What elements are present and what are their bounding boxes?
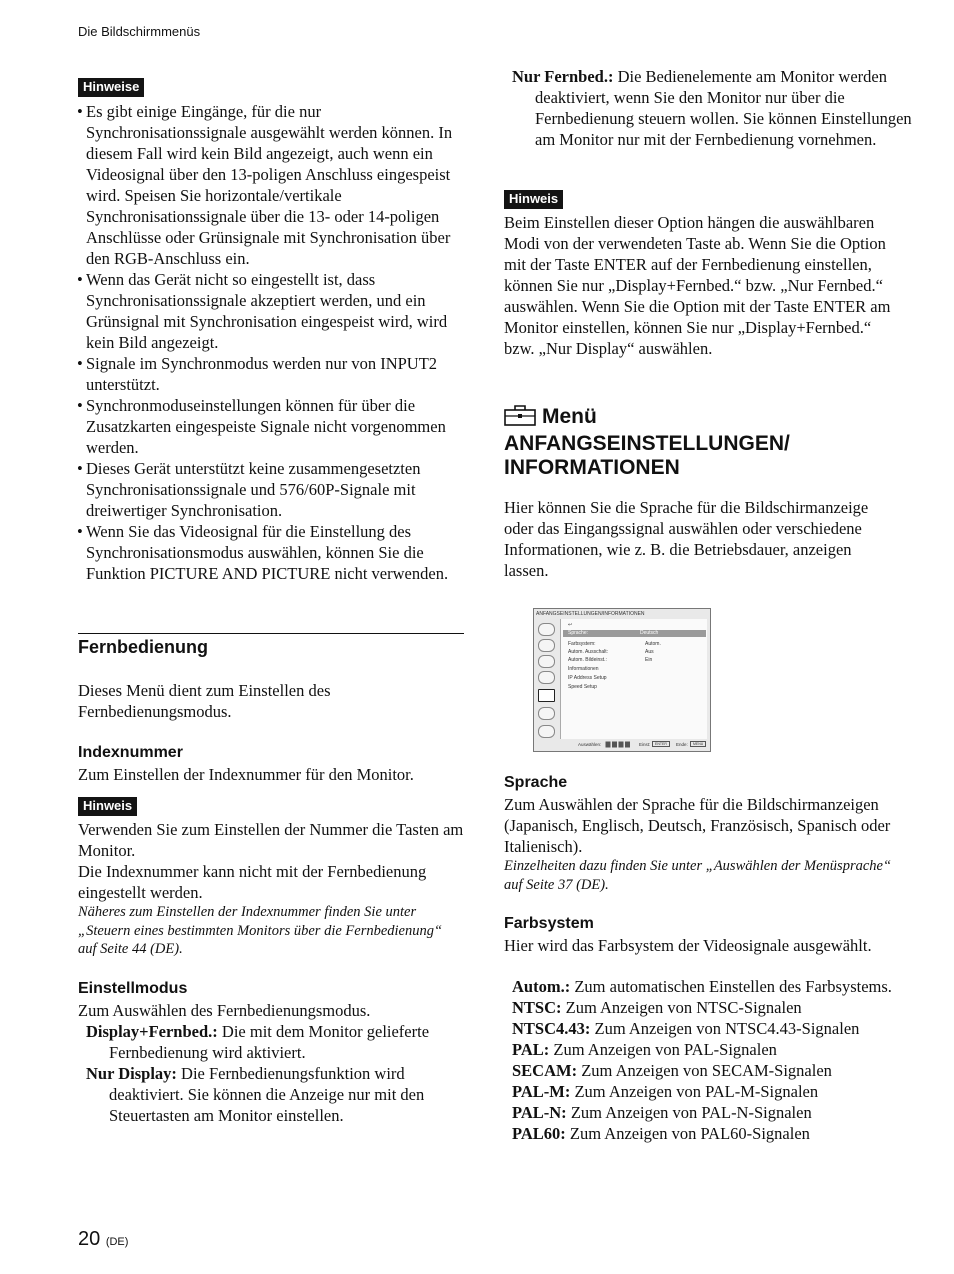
farb-desc: Zum Anzeigen von PAL60-Signalen [565,1124,810,1143]
footer-end-label: Ende: [676,742,688,747]
farb-desc: Zum Anzeigen von PAL-N-Signalen [566,1103,812,1122]
menu-panel [560,619,707,739]
mode-desc: Die Fernbedienungsfunktion wird deaktiviert. Sie können die Anzeige nur mit den Steuertasten am Monitor einstellen. [109,1064,425,1125]
indexnummer-text: Zum Einstellen der Indexnummer für den Monitor. [78,765,414,784]
menu-row-label: Autom. Ausschalt: [568,649,609,655]
list-item: • Synchronmoduseinstellungen können für über die Zusatzkarten eingespeiste Signale nicht vorgenommen werden. [78,395,464,458]
farb-desc: Zum Anzeigen von SECAM-Signalen [577,1061,832,1080]
toolbox-icon [504,404,536,432]
subheading-einstellmodus: Einstellmodus [78,980,188,997]
remote-menu-icon [538,725,555,738]
einstellmodus-text: Zum Auswählen des Fernbedienungsmodus. [78,1001,371,1020]
page-number-value: 20 [78,1228,101,1250]
hinweis-text: Beim Einstellen dieser Option hängen die auswählbaren Modi von der verwendeten Taste ab. Wenn Sie die Option mit der Taste ENTER auf der Fernbedienung einstellen, können Sie nur „Display+Fernbed.“ bzw. „Nur Fernbed.“ auswählen. Wenn Sie die Option mit der Taste ENTER am Monitor einstellen, können Sie nur „Display+Fernbed.“ bzw. „Nur Display“ auswählen. [504,213,891,358]
hinweise-badge: Hinweise [78,78,144,97]
farb-item [504,997,896,1018]
hinweise-list [78,101,464,584]
farb-item [504,976,896,997]
arrow-keys-icon [605,741,631,749]
menu-row-value: Deutsch [640,630,659,636]
page-number-suffix: (DE) [105,1236,129,1248]
farb-item [504,1039,896,1060]
page-number [78,1228,128,1251]
menu-row-label: Speed Setup [568,684,597,690]
menu-heading [504,404,896,480]
menu-row [563,630,706,637]
fernbedienung-intro: Dieses Menü dient zum Einstellen des Fernbedienungsmodus. [78,681,331,721]
menu-heading-line3: INFORMATIONEN [504,456,680,479]
farb-item [504,1123,896,1144]
menu-row-value: Ein [645,657,653,663]
section-title-fernbedienung: Fernbedienung [78,633,464,658]
menu-row-label: Farbsystem: [568,641,596,647]
farbsystem-list [504,976,896,1144]
farb-desc: Zum Anzeigen von NTSC4.43-Signalen [590,1019,860,1038]
mode-item [78,1063,464,1126]
list-item: • Wenn Sie das Videosignal für die Einstellung des Synchronisationsmodus auswählen, können Sie die Funktion PICTURE AND PICTURE nicht verwenden. [78,521,464,584]
hinweis-reference: Näheres zum Einstellen der Indexnummer finden Sie unter „Steuern eines bestimmten Monitors über die Fernbedienung“ auf Seite 44 (DE). [78,904,443,957]
footer-set-label: Einst: [639,742,651,747]
adjust-menu-icon [538,671,555,684]
sprache-text: Zum Auswählen der Sprache für die Bildschirmanzeigen (Japanisch, Englisch, Deutsch, Französisch, Spanisch oder Italienisch). [504,795,891,856]
mode-term: Nur Fernbed.: [512,67,614,86]
list-item: • Wenn das Gerät nicht so eingestellt ist, dass Synchronisationssignale akzeptiert werden, und ein Grünsignal mit Synchronisation eingespeist wird, wird kein Bild angezeigt. [78,269,464,353]
input-menu-icon [538,655,555,668]
subheading-indexnummer: Indexnummer [78,744,183,761]
hinweis-badge: Hinweis [504,190,563,209]
subheading-farbsystem: Farbsystem [504,915,594,932]
running-head: Die Bildschirmmenüs [78,24,201,39]
hinweis-badge: Hinweis [78,797,137,816]
hinweis-text-1: Verwenden Sie zum Einstellen der Nummer die Tasten am Monitor. [78,820,464,860]
farb-term: SECAM: [512,1061,578,1080]
farbsystem-text: Hier wird das Farbsystem der Videosignale ausgewählt. [504,936,872,955]
mode-item [78,1021,464,1063]
farb-term: PAL: [512,1040,550,1059]
mode-desc: Die Bedienelemente am Monitor werden deaktiviert, wenn Sie den Monitor nur über die Fernbedienung steuern wollen. Sie können Einstellungen am Monitor nur mit der Fernbedienung vornehmen. [535,67,912,149]
farb-desc: Zum Anzeigen von PAL-M-Signalen [570,1082,819,1101]
menu-row [568,675,706,682]
menu-row-label: Autom. Bildeinst.: [568,657,607,663]
farb-term: PAL-M: [512,1082,571,1101]
picture-menu-icon [538,623,555,636]
sound-menu-icon [538,639,555,652]
sprache-reference: Einzelheiten dazu finden Sie unter „Auswählen der Menüsprache“ auf Seite 37 (DE). [504,858,892,893]
menu-icon-sidebar [534,619,559,739]
list-item: • Signale im Synchronmodus werden nur von INPUT2 unterstützt. [78,353,464,395]
mode-term: Nur Display: [86,1064,177,1083]
menu-row [568,649,706,656]
menu-row [568,657,706,664]
menu-heading-line1: Menü [542,405,597,428]
settings-menu-icon [538,707,555,720]
menu-key-box: MENU [690,741,706,747]
farb-item [504,1018,896,1039]
mode-term: Display+Fernbed.: [86,1022,218,1041]
farb-desc: Zum automatischen Einstellen des Farbsystems. [570,977,892,996]
toolbox-menu-icon [538,689,555,702]
menu-row [568,666,706,673]
menu-screen-title: ANFANGSEINSTELLUNGEN/INFORMATIONEN [536,611,645,617]
list-item: • Dieses Gerät unterstützt keine zusammengesetzten Synchronisationssignale und 576/60P-Signale mit dreiwertiger Synchronisation. [78,458,464,521]
menu-intro: Hier können Sie die Sprache für die Bildschirmanzeige oder das Eingangssignal auswählen oder verschiedene Informationen, wie z. B. die Betriebsdauer, anzeigen lassen. [504,498,869,580]
mode-list [78,1021,464,1126]
menu-footer [534,741,710,750]
menu-row-label: Informationen [568,666,599,672]
menu-row-label: Sprache: [568,630,589,636]
farb-term: NTSC: [512,998,562,1017]
menu-row-value: Autom. [645,641,661,647]
farb-desc: Zum Anzeigen von NTSC-Signalen [561,998,802,1017]
farb-item [504,1060,896,1081]
subheading-sprache: Sprache [504,774,568,791]
farb-term: PAL-N: [512,1103,567,1122]
menu-row-label: IP Address Setup [568,675,607,681]
enter-key-box: ENTER [652,741,670,747]
mode-desc: Die mit dem Monitor gelieferte Fernbedienung wird aktiviert. [109,1022,430,1062]
farb-item [504,1081,896,1102]
menu-row-value: Aus [645,649,654,655]
menu-row [568,641,706,648]
menu-row [568,684,706,691]
menu-back-icon: ↩ [568,622,573,628]
farb-term: Autom.: [512,977,571,996]
hinweis-text-2: Die Indexnummer kann nicht mit der Fernbedienung eingestellt werden. [78,862,427,902]
menu-screenshot [533,608,711,752]
farb-item [504,1102,896,1123]
farb-term: PAL60: [512,1124,566,1143]
farb-desc: Zum Anzeigen von PAL-Signalen [549,1040,777,1059]
menu-heading-line2: ANFANGSEINSTELLUNGEN/ [504,432,790,455]
footer-select-label: Auswählen: [578,742,602,747]
farb-term: NTSC4.43: [512,1019,591,1038]
list-item: • Es gibt einige Eingänge, für die nur Synchronisationssignale ausgewählt werden können. In diesem Fall wird kein Bild angezeigt, auch wenn ein Videosignal über den 13-poligen Anschluss eingespeist wird. Speisen Sie horizontale/vertikale Synchronisationssignale über die 13- oder 14-poligen Anschlüsse oder Grünsignale mit Synchronisation über den RGB-Anschluss ein. [78,101,464,269]
nur-fernbed-item [504,66,927,150]
